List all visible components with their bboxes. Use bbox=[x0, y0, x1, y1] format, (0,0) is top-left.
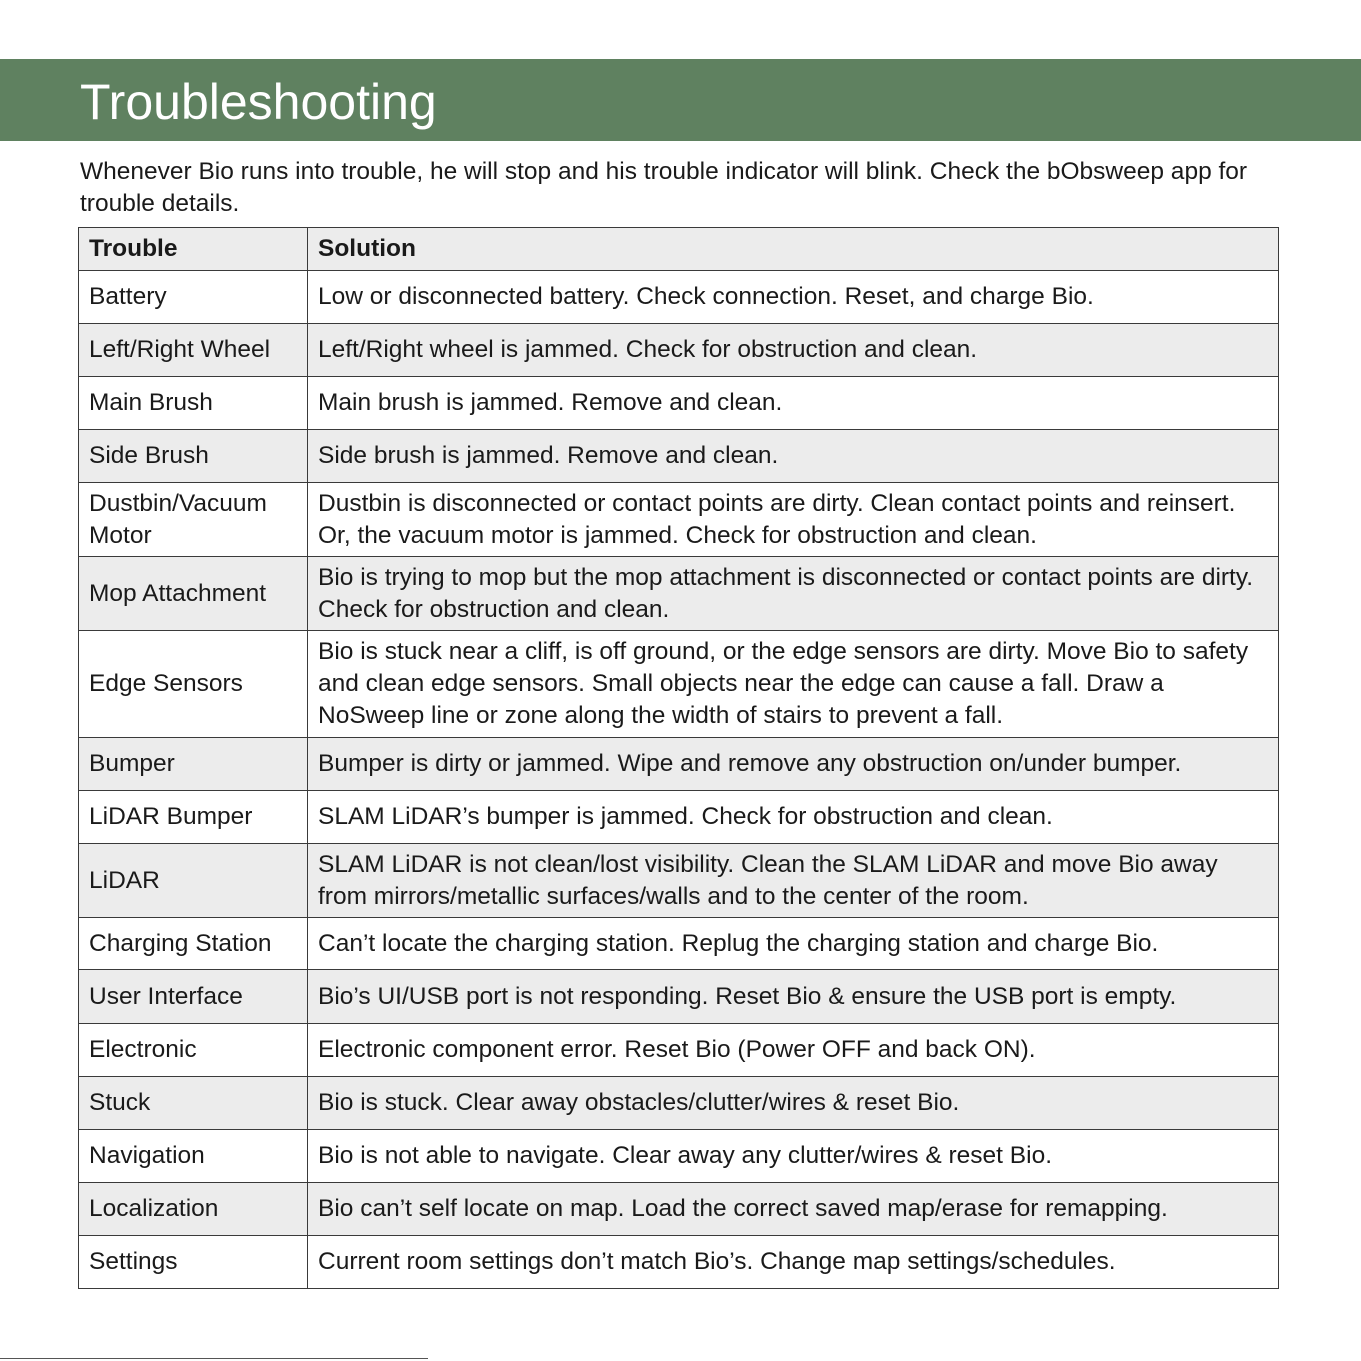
trouble-cell: Bumper bbox=[79, 738, 308, 791]
solution-cell: Bio is not able to navigate. Clear away any clutter/wires & reset Bio. bbox=[308, 1130, 1279, 1183]
solution-cell: Bumper is dirty or jammed. Wipe and remove any obstruction on/under bumper. bbox=[308, 738, 1279, 791]
column-header-solution: Solution bbox=[308, 228, 1279, 271]
table-row bbox=[79, 791, 1279, 844]
solution-cell: Current room settings don’t match Bio’s. Change map settings/schedules. bbox=[308, 1236, 1279, 1289]
trouble-cell: Main Brush bbox=[79, 377, 308, 430]
trouble-cell: Side Brush bbox=[79, 430, 308, 483]
solution-cell: Low or disconnected battery. Check connection. Reset, and charge Bio. bbox=[308, 271, 1279, 324]
table-row bbox=[79, 970, 1279, 1024]
page-title: Troubleshooting bbox=[80, 74, 437, 130]
solution-cell: Dustbin is disconnected or contact points are dirty. Clean contact points and reinsert. Or, the vacuum motor is jammed. Check for obstruction and clean. bbox=[308, 483, 1279, 557]
trouble-cell: Battery bbox=[79, 271, 308, 324]
table-row bbox=[79, 271, 1279, 324]
table-row bbox=[79, 631, 1279, 738]
table-row bbox=[79, 1077, 1279, 1130]
trouble-cell: Charging Station bbox=[79, 918, 308, 970]
solution-cell: Electronic component error. Reset Bio (Power OFF and back ON). bbox=[308, 1024, 1279, 1077]
bottom-divider bbox=[0, 1358, 428, 1359]
table-row bbox=[79, 1236, 1279, 1289]
solution-cell: Bio can’t self locate on map. Load the correct saved map/erase for remapping. bbox=[308, 1183, 1279, 1236]
table-row bbox=[79, 483, 1279, 557]
trouble-cell: Navigation bbox=[79, 1130, 308, 1183]
solution-cell: Bio is trying to mop but the mop attachment is disconnected or contact points are dirty. Check for obstruction and clean. bbox=[308, 557, 1279, 631]
solution-cell: SLAM LiDAR is not clean/lost visibility. Clean the SLAM LiDAR and move Bio away from mirrors/metallic surfaces/walls and to the center of the room. bbox=[308, 844, 1279, 918]
column-header-trouble: Trouble bbox=[79, 228, 308, 271]
table-header-row bbox=[79, 228, 1279, 271]
table-row bbox=[79, 1130, 1279, 1183]
trouble-cell: Dustbin/Vacuum Motor bbox=[79, 483, 308, 557]
trouble-cell: Settings bbox=[79, 1236, 308, 1289]
solution-cell: Bio is stuck near a cliff, is off ground, or the edge sensors are dirty. Move Bio to safety and clean edge sensors. Small objects near the edge can cause a fall. Draw a NoSweep line or zone along the width of stairs to prevent a fall. bbox=[308, 631, 1279, 738]
table-row bbox=[79, 324, 1279, 377]
solution-cell: Bio’s UI/USB port is not responding. Reset Bio & ensure the USB port is empty. bbox=[308, 970, 1279, 1024]
solution-cell: SLAM LiDAR’s bumper is jammed. Check for obstruction and clean. bbox=[308, 791, 1279, 844]
troubleshooting-table bbox=[78, 227, 1279, 1289]
trouble-cell: LiDAR Bumper bbox=[79, 791, 308, 844]
trouble-cell: Edge Sensors bbox=[79, 631, 308, 738]
trouble-cell: Stuck bbox=[79, 1077, 308, 1130]
table-row bbox=[79, 918, 1279, 970]
trouble-cell: LiDAR bbox=[79, 844, 308, 918]
table-row bbox=[79, 377, 1279, 430]
trouble-cell: Localization bbox=[79, 1183, 308, 1236]
trouble-cell: User Interface bbox=[79, 970, 308, 1024]
trouble-cell: Electronic bbox=[79, 1024, 308, 1077]
solution-cell: Main brush is jammed. Remove and clean. bbox=[308, 377, 1279, 430]
table-row bbox=[79, 1024, 1279, 1077]
solution-cell: Left/Right wheel is jammed. Check for obstruction and clean. bbox=[308, 324, 1279, 377]
trouble-cell: Left/Right Wheel bbox=[79, 324, 308, 377]
table-row bbox=[79, 430, 1279, 483]
table-row bbox=[79, 738, 1279, 791]
table-row bbox=[79, 557, 1279, 631]
trouble-cell: Mop Attachment bbox=[79, 557, 308, 631]
table-row bbox=[79, 844, 1279, 918]
solution-cell: Side brush is jammed. Remove and clean. bbox=[308, 430, 1279, 483]
table-row bbox=[79, 1183, 1279, 1236]
solution-cell: Bio is stuck. Clear away obstacles/clutter/wires & reset Bio. bbox=[308, 1077, 1279, 1130]
solution-cell: Can’t locate the charging station. Replug the charging station and charge Bio. bbox=[308, 918, 1279, 970]
intro-paragraph: Whenever Bio runs into trouble, he will stop and his trouble indicator will blink. Check the bObsweep app for trouble details. bbox=[80, 158, 1248, 217]
table-body bbox=[79, 271, 1279, 1289]
